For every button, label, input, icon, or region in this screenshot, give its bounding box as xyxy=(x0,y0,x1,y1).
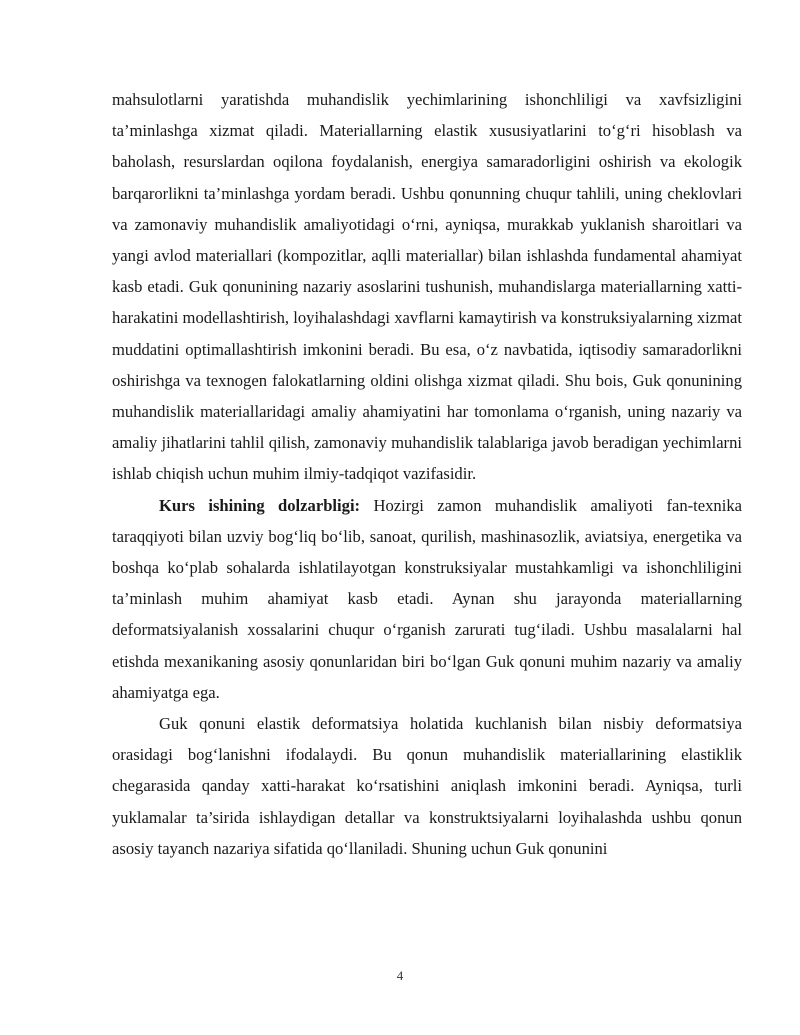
paragraph-text: Hozirgi zamon muhandislik amaliyoti fan-texnika taraqqiyoti bilan uzviy bog‘liq bo‘lib, sanoat, qurilish, mashinasozlik, aviatsiya, energetika va boshqa ko‘plab sohalarda ishlatilayotgan konstruksiyalar mustahkamligi va ishonchliligini ta’minlash muhim ahamiyat kasb etadi. Aynan shu jarayonda materiallarning deformatsiyalanish xossalarini chuqur o‘rganish zarurati tug‘iladi. Ushbu masalalarni hal etishda mexanikaning asosiy qonunlaridan biri bo‘lgan Guk qonuni muhim nazariy va amaliy ahamiyatga ega. xyxy=(112,495,743,702)
paragraph-hooke-law xyxy=(112,708,742,864)
body-text xyxy=(112,84,742,864)
page-number: 4 xyxy=(396,968,404,983)
paragraph-text: mahsulotlarni yaratishda muhandislik yechimlarining ishonchliligi va xavfsizligini ta’minlashga xizmat qiladi. Materiallarning elastik xususiyatlarini to‘g‘ri hisoblash va baholash, resurslardan oqilona foydalanish, energiya samaradorligini oshirish va ekologik barqarorlikni ta’minlashga yordam beradi. Ushbu qonunning chuqur tahlili, uning cheklovlari va zamonaviy muhandislik amaliyotidagi o‘rni, ayniqsa, murakkab yuklanish sharoitlari va yangi avlod materiallari (kompozitlar, aqlli materiallar) bilan ishlashda fundamental ahamiyat kasb etadi. Guk qonunining nazariy asoslarini tushunish, muhandislarga materiallarning xatti-harakatini modellashtirish, loyihalashdagi xavflarni kamaytirish va konstruksiyalarning xizmat muddatini optimallashtirish imkonini beradi. Bu esa, o‘z navbatida, iqtisodiy samaradorlikni oshirishga va texnogen falokatlarning oldini olishga xizmat qiladi. Shu bois, Guk qonunining muhandislik materiallaridagi amaliy ahamiyatini har tomonlama o‘rganish, uning nazariy va amaliy jihatlarini tahlil qilish, zamonaviy muhandislik talablariga javob beradigan yechimlarni ishlab chiqish uchun muhim ilmiy-tadqiqot vazifasidir. xyxy=(112,90,742,484)
paragraph-heading: Kurs ishining dolzarbligi: xyxy=(159,495,361,515)
paragraph-text: Guk qonuni elastik deformatsiya holatida kuchlanish bilan nisbiy deformatsiya orasidagi bog‘lanishni ifodalaydi. Bu qonun muhandislik materiallarining elastiklik chegarasida qanday xatti-harakat ko‘rsatishini aniqlash imkonini beradi. Ayniqsa, turli yuklamalar ta’sirida ishlaydigan detallar va konstruktsiyalarni loyihalashda ushbu qonun asosiy tayanch nazariya sifatida qo‘llaniladi. Shuning uchun Guk qonunini xyxy=(112,714,742,858)
paragraph-relevance xyxy=(112,490,742,708)
paragraph-continuation xyxy=(112,84,742,490)
